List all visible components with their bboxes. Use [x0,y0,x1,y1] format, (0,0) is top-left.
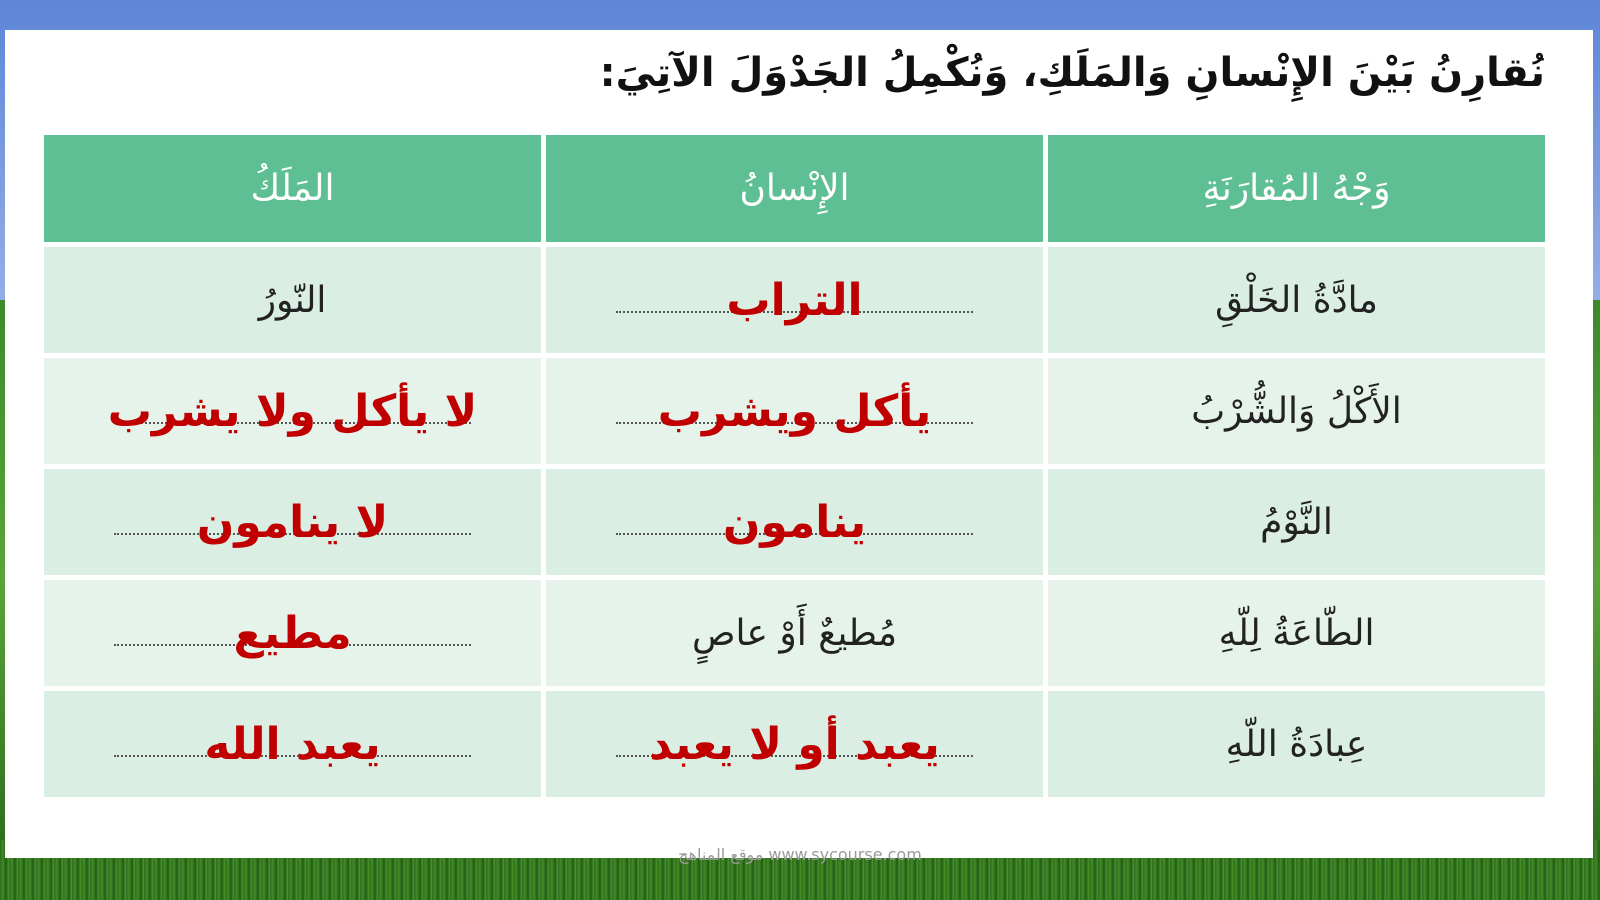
website-watermark: موقع المناهج www.sycourse.com [678,845,922,864]
cell-text: النّورُ [258,279,327,321]
cell-text: مُطيعٌ أَوْ عاصٍ [691,612,898,654]
row-3-aspect [1048,469,1545,575]
header-angel: المَلَكُ [44,135,541,242]
aspect-text: مادَّةُ الخَلْقِ [1215,279,1378,321]
row-4-human [546,580,1043,686]
answer-text: لا ينامون [196,496,389,548]
answer-text: ينامون [722,496,867,548]
row-3-angel [44,469,541,575]
row-4-angel [44,580,541,686]
row-5-human [546,691,1043,797]
aspect-text: عِبادَةُ اللّهِ [1225,723,1368,765]
answer-text: يأكل ويشرب [657,385,932,437]
answer-text: مطيع [233,607,352,659]
answer-text: لا يأكل ولا يشرب [107,385,478,437]
answer-text: يعبد أو لا يعبد [649,718,940,770]
aspect-text: النَّوْمُ [1260,501,1333,543]
row-2-angel [44,358,541,464]
row-1-human [546,247,1043,353]
page-title: نُقارِنُ بَيْنَ الإِنْسانِ وَالمَلَكِ، وَنُكْمِلُ الجَدْوَلَ الآتِيَ: [599,50,1545,96]
header-human: الإِنْسانُ [546,135,1043,242]
aspect-text: الطّاعَةُ لِلّهِ [1218,612,1375,654]
answer-text: التراب [726,274,863,326]
row-4-aspect [1048,580,1545,686]
row-3-human [546,469,1043,575]
answer-text: يعبد الله [204,718,381,770]
aspect-text: الأَكْلُ وَالشُّرْبُ [1191,390,1402,432]
header-aspect: وَجْهُ المُقارَنَةِ [1048,135,1545,242]
comparison-table [30,135,1545,797]
row-2-human [546,358,1043,464]
row-1-aspect [1048,247,1545,353]
row-5-aspect [1048,691,1545,797]
row-5-angel [44,691,541,797]
row-2-aspect [1048,358,1545,464]
row-1-angel [44,247,541,353]
